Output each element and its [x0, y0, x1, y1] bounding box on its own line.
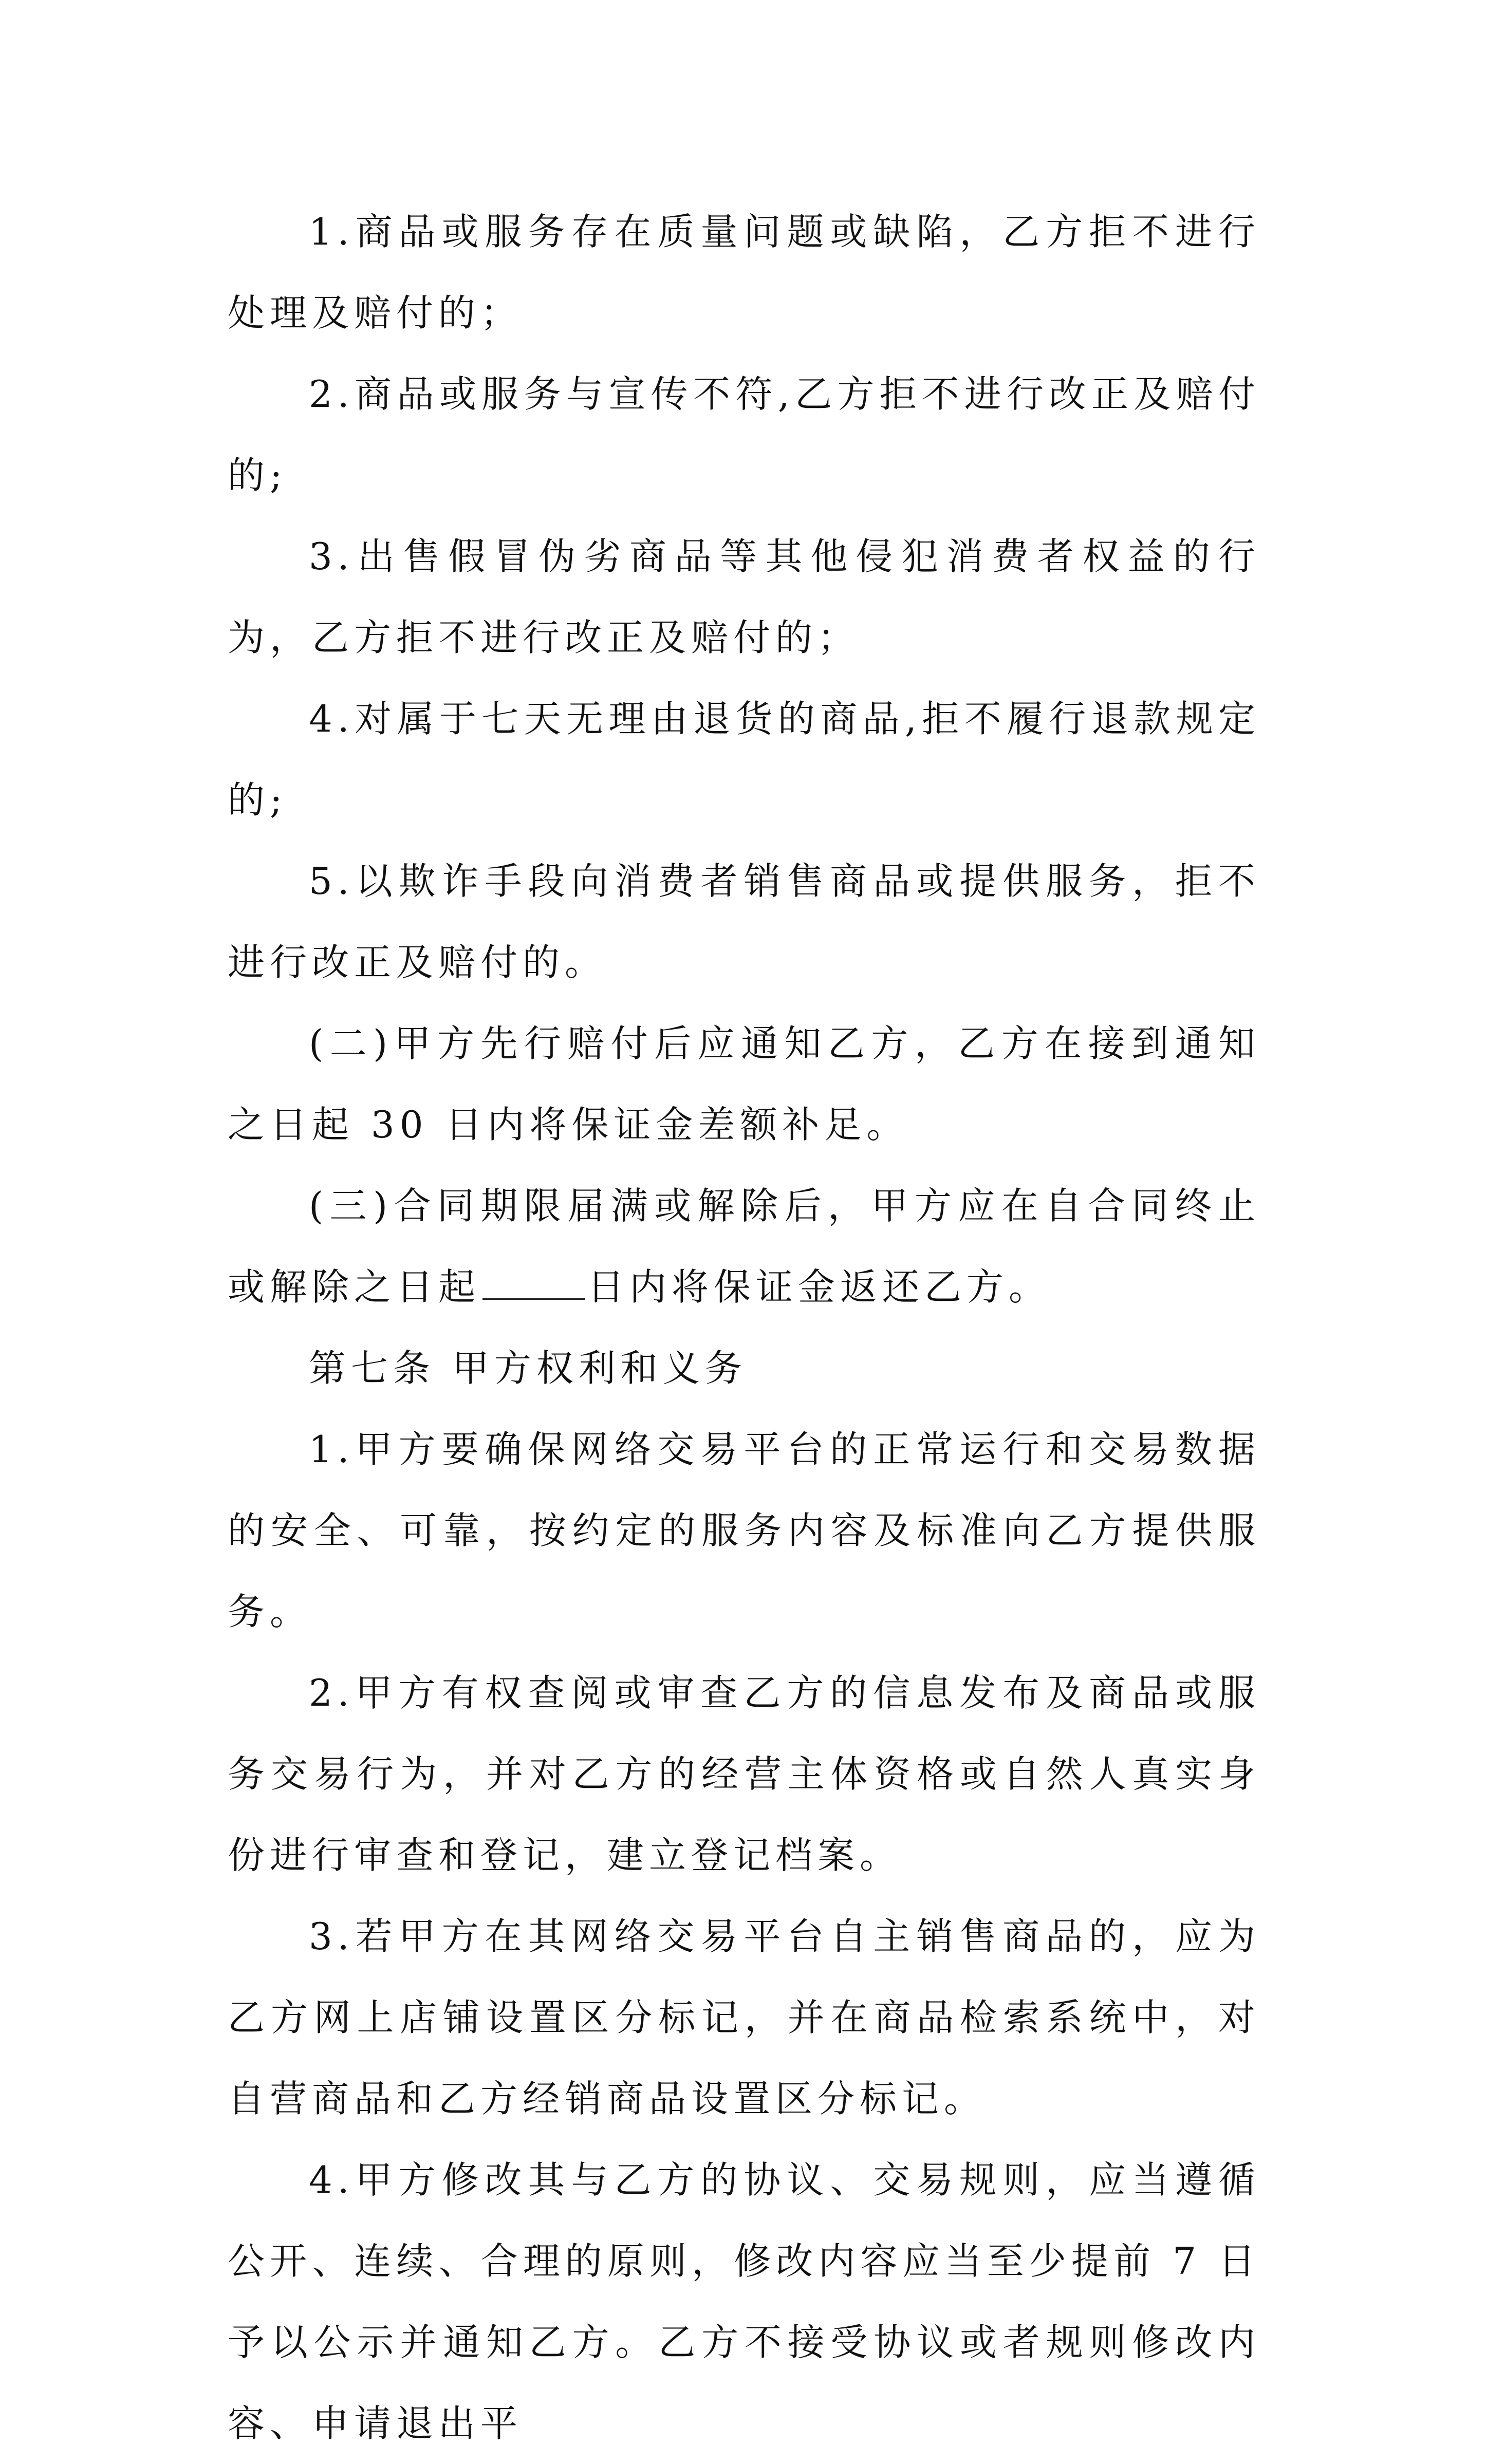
article-heading: 第七条 甲方权利和义务	[309, 1347, 747, 1390]
document-body	[228, 191, 1260, 2464]
section-3-text-after: 日内将保证金返还乙方。	[587, 1265, 1051, 1309]
paragraph-item-3: 3.出售假冒伪劣商品等其他侵犯消费者权益的行为，乙方拒不进行改正及赔付的；	[228, 535, 1260, 659]
article-7-item-1: 1.甲方要确保网络交易平台的正常运行和交易数据的安全、可靠，按约定的服务内容及标准向乙方提供服务。	[228, 1428, 1260, 1633]
paragraph-item-1: 1.商品或服务存在质量问题或缺陷，乙方拒不进行处理及赔付的；	[228, 210, 1260, 334]
article-7-item-4: 4.甲方修改其与乙方的协议、交易规则，应当遵循公开、连续、合理的原则，修改内容应当至少提前 7 日予以公示并通知乙方。乙方不接受协议或者规则修改内容、申请退出平	[228, 2158, 1260, 2445]
paragraph-section-2: (二)甲方先行赔付后应通知乙方，乙方在接到通知之日起 30 日内将保证金差额补足。	[228, 1022, 1260, 1146]
blank-fill-line	[482, 1266, 585, 1300]
article-7-item-3: 3.若甲方在其网络交易平台自主销售商品的，应为乙方网上店铺设置区分标记，并在商品检索系统中，对自营商品和乙方经销商品设置区分标记。	[228, 1915, 1260, 2120]
paragraph-item-4: 4.对属于七天无理由退货的商品,拒不履行退款规定的;	[228, 697, 1260, 822]
paragraph-item-2: 2.商品或服务与宣传不符,乙方拒不进行改正及赔付的;	[228, 372, 1260, 497]
paragraph-section-3	[228, 1165, 1260, 1328]
paragraph-item-5: 5.以欺诈手段向消费者销售商品或提供服务，拒不进行改正及赔付的。	[228, 860, 1260, 984]
article-7-item-2: 2.甲方有权查阅或审查乙方的信息发布及商品或服务交易行为，并对乙方的经营主体资格或自然人真实身份进行审查和登记，建立登记档案。	[228, 1671, 1260, 1877]
section-3-text-before: (三)合同期限届满或解除后，甲方应在自合同终止或解除之日起	[228, 1184, 1260, 1309]
